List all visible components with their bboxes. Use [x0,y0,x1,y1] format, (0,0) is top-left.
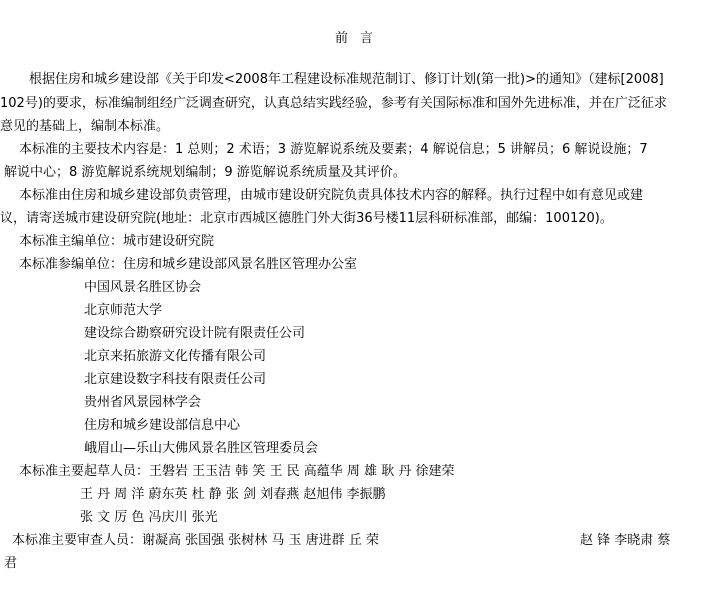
participant-item: 中国风景名胜区协会 [84,280,202,295]
para1-line1: 根据住房和城乡建设部《关于印发<2008年工程建设标准规范制订、修订计划(第一批)>的通知》（建标[2008] [29,72,664,87]
participant-item: 北京来拓旅游文化传播有限公司 [84,349,267,364]
para1-line3: 意见的基础上，编制本标准。 [0,119,170,134]
participant-item: 北京建设数字科技有限责任公司 [84,372,267,387]
drafters-line3: 张 文 厉 色 冯庆川 张光 [80,510,218,525]
participant-item: 峨眉山—乐山大佛风景名胜区管理委员会 [84,441,319,456]
para3-line2: 议，请寄送城市建设研究院(地址：北京市西城区德胜门外大街36号楼11层科研标准部，邮编：100120)。 [0,211,613,226]
para1-line2: 102号)的要求，标准编制组经广泛调查研究，认真总结实践经验，参考有关国际标准和国外先进标准，并在广泛征求 [0,96,667,111]
participant-item: 北京师范大学 [84,303,163,318]
participant-item: 住房和城乡建设部信息中心 [84,418,241,433]
page-title: 前言 [334,31,385,46]
participant-item: 贵州省风景园林学会 [84,395,202,410]
para3-line1: 本标准由住房和城乡建设部负责管理，由城市建设研究院负责具体技术内容的解释。执行过程中如有意见或建 [19,188,644,203]
reviewers-line1-right: 赵 锋 李晓肃 蔡 [580,533,671,548]
para2-line1: 本标准的主要技术内容是：1 总则；2 术语；3 游览解说系统及要素；4 解说信息；5 讲解员；6 解说设施；7 [19,142,648,157]
chief-editor: 本标准主编单位：城市建设研究院 [19,234,215,249]
reviewers-line1: 本标准主要审查人员：谢凝高 张国强 张树林 马 玉 唐进群 丘 荣 [12,533,379,548]
drafters-line2: 王 丹 周 洋 蔚东英 杜 静 张 剑 刘春燕 赵旭伟 李振鹏 [80,487,386,502]
reviewers-line2: 君 [4,556,18,571]
participant-item: 建设综合勘察研究设计院有限责任公司 [84,326,306,341]
para2-line2: 解说中心；8 游览解说系统规划编制；9 游览解说系统质量及其评价。 [4,165,406,180]
participants-label: 本标准参编单位：住房和城乡建设部风景名胜区管理办公室 [19,257,358,272]
drafters-line1: 本标准主要起草人员：王磐岩 王玉洁 韩 笑 王 民 高蕴华 周 雄 耿 丹 徐建荣 [19,464,455,479]
